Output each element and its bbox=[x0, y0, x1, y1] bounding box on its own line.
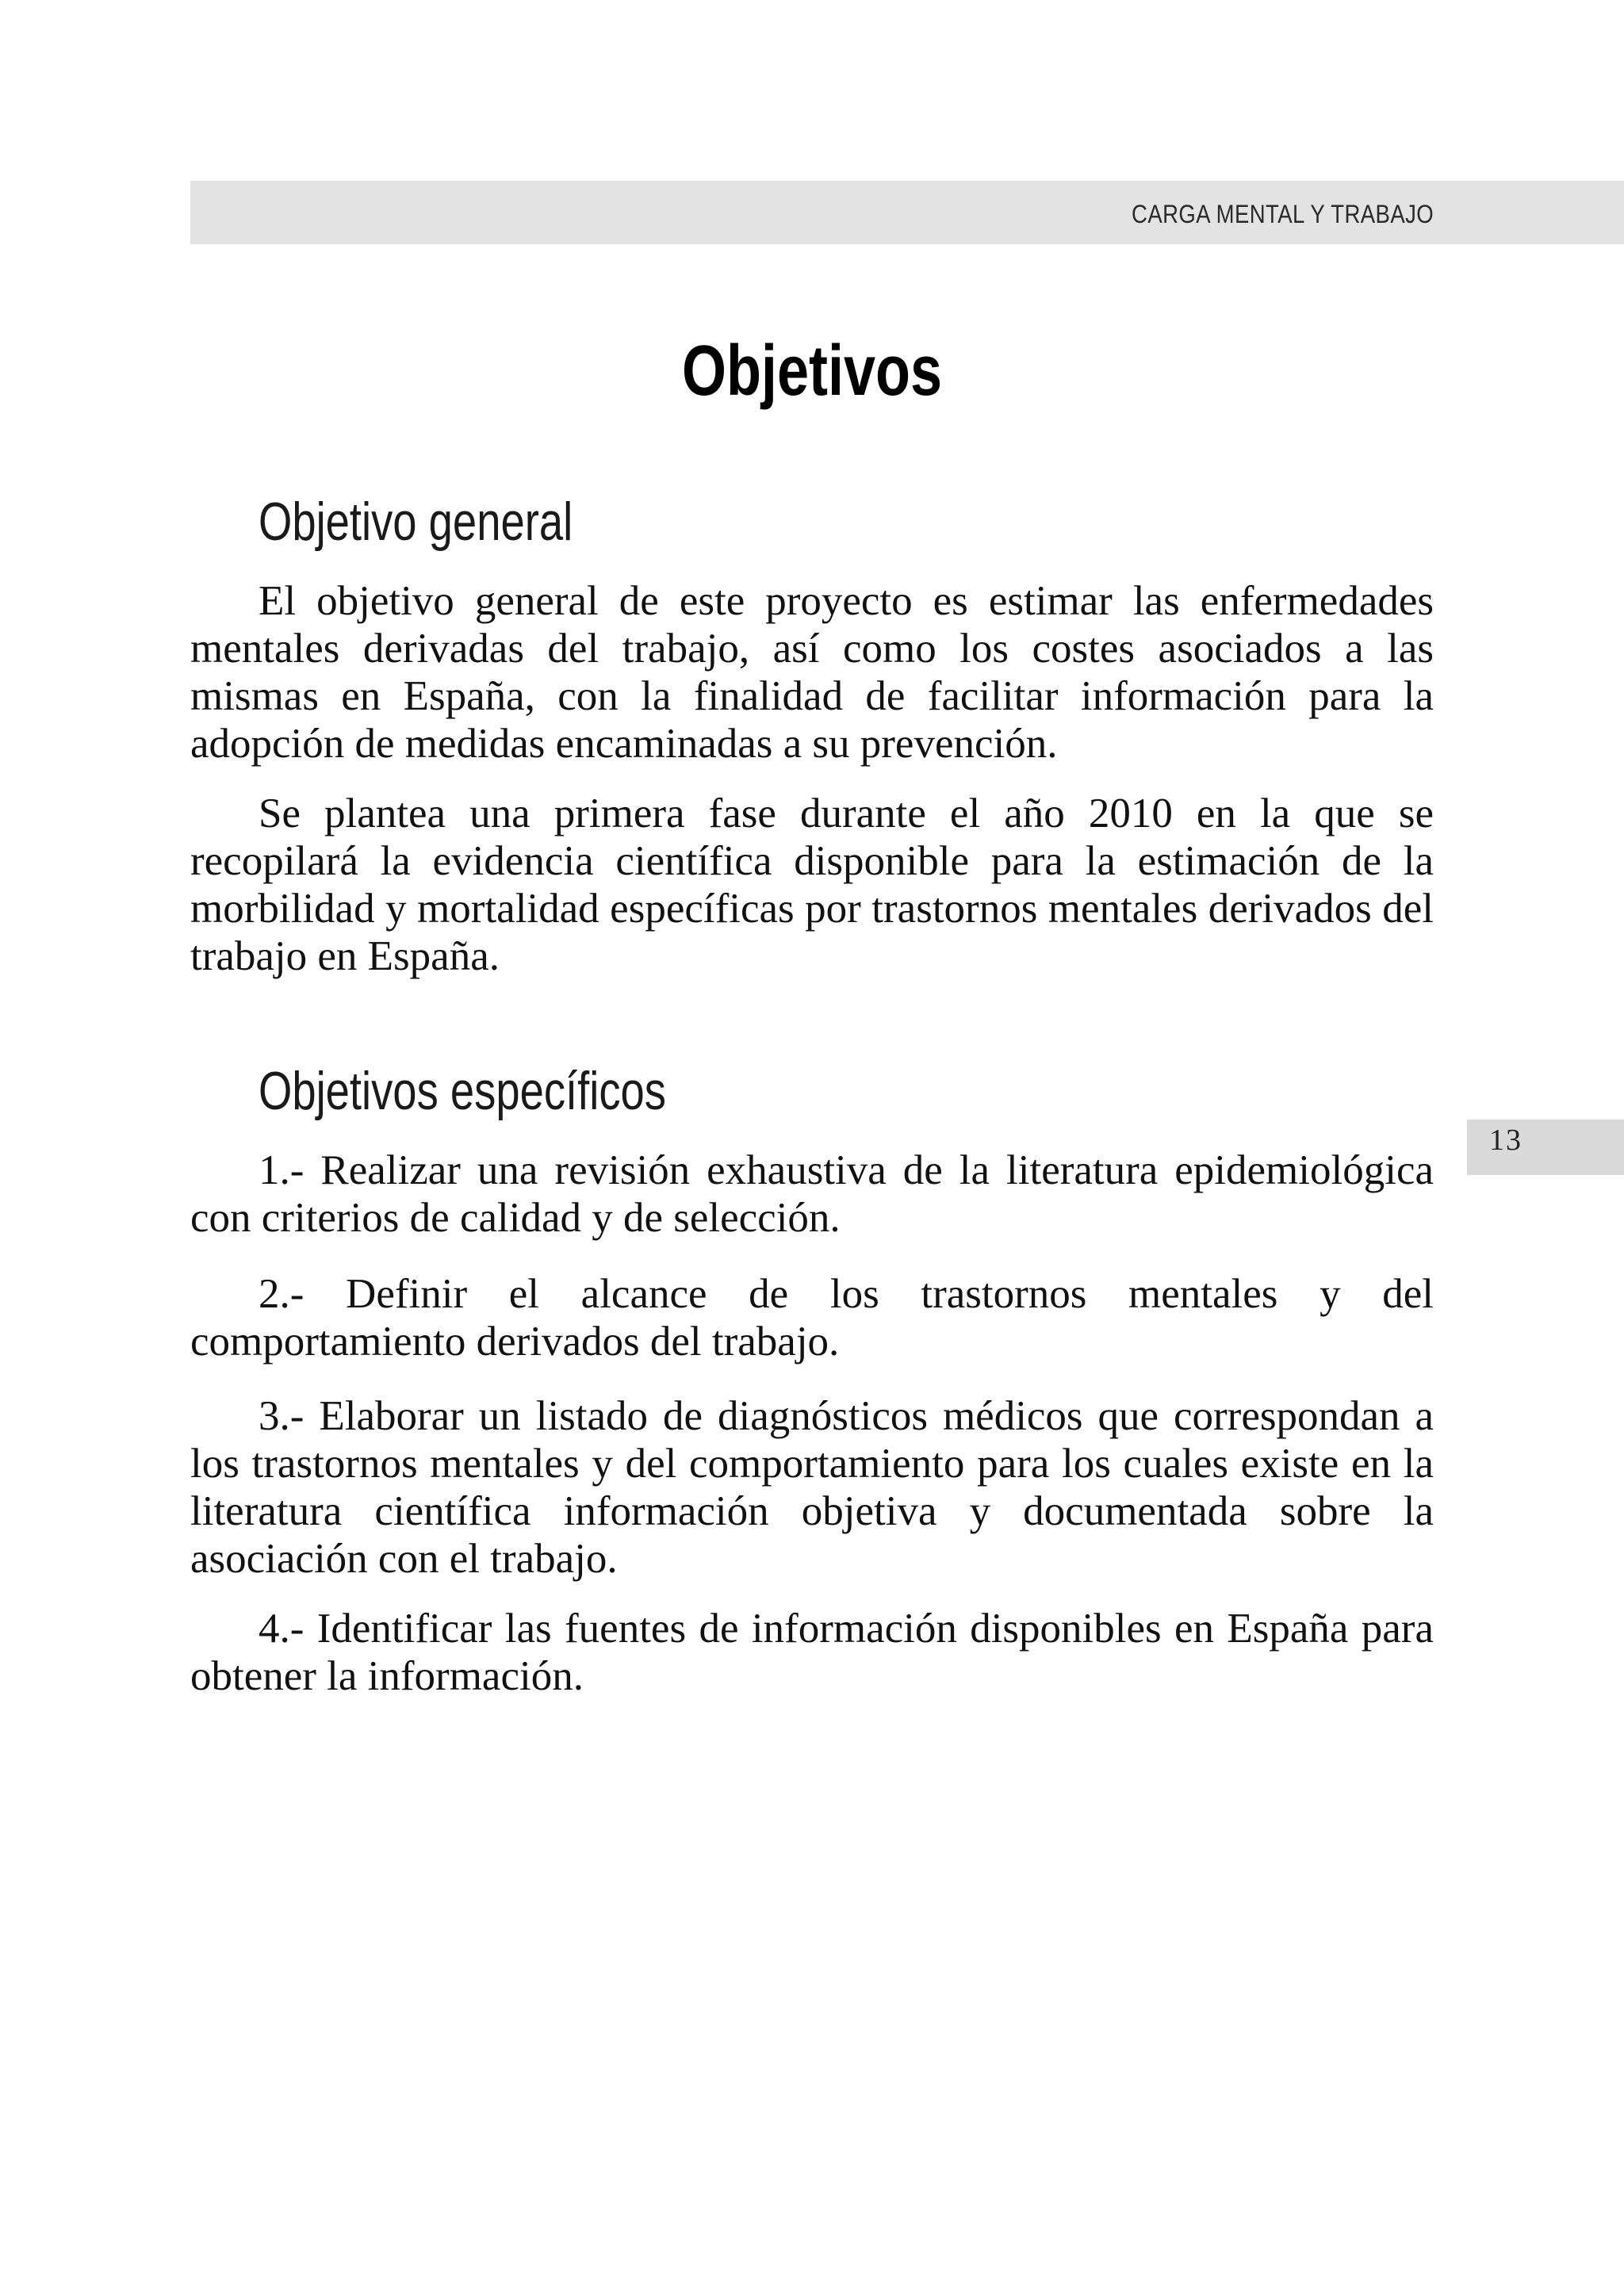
paragraph-objetivo-especifico-4: 4.- Identificar las fuentes de información disponibles en España para obtener la información. bbox=[190, 1606, 1434, 1699]
section-heading-objetivos-especificos: Objetivos específicos bbox=[259, 1061, 667, 1121]
chapter-title: Objetivos bbox=[681, 331, 943, 411]
paragraph-objetivo-general-2: Se plantea una primera fase durante el año 2010 en la que se recopilará la evidencia científica disponible para la estimación de la morbilidad y mortalidad específicas por trastornos mentales derivados del trabajo en España. bbox=[190, 790, 1434, 979]
paragraph-objetivo-especifico-3: 3.- Elaborar un listado de diagnósticos médicos que correspondan a los trastornos mentales y del comportamiento para los cuales existe en la literatura científica información objetiva y documentada sobre la asociación con el trabajo. bbox=[190, 1393, 1434, 1582]
page-number-tab bbox=[1467, 1120, 1624, 1175]
section-heading-objetivo-general: Objetivo general bbox=[259, 492, 573, 552]
running-header-title: CARGA MENTAL Y TRABAJO bbox=[1131, 200, 1434, 228]
paragraph-objetivo-general-1: El objetivo general de este proyecto es estimar las enfermedades mentales derivadas del trabajo, así como los costes asociados a las mismas en España, con la finalidad de facilitar información para la adopción de medidas encaminadas a su prevención. bbox=[190, 578, 1434, 767]
paragraph-objetivo-especifico-1: 1.- Realizar una revisión exhaustiva de la literatura epidemiológica con criterios de calidad y de selección. bbox=[190, 1147, 1434, 1241]
paragraph-objetivo-especifico-2: 2.- Definir el alcance de los trastornos mentales y del comportamiento derivados del trabajo. bbox=[190, 1271, 1434, 1365]
running-header-bar bbox=[190, 181, 1624, 244]
page-number: 13 bbox=[1489, 1124, 1522, 1157]
